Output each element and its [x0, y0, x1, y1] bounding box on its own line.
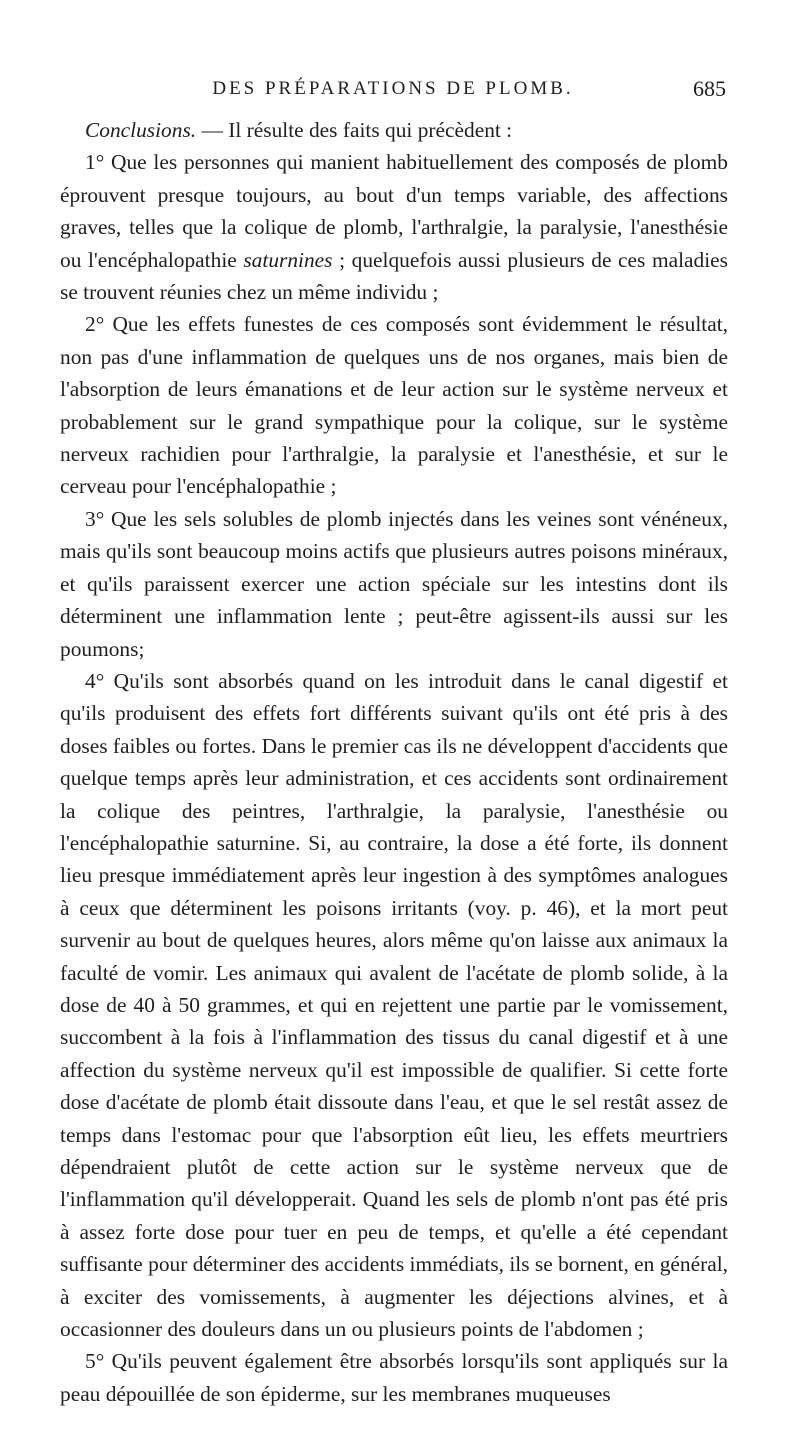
page-number: 685: [693, 76, 726, 101]
conclusion-item-5: 5° Qu'ils peuvent également être absorbés lorsqu'ils sont appliqués sur la peau dépouillée de son épiderme, sur les membranes muqueuses: [60, 1349, 728, 1406]
body-text: [60, 114, 728, 1410]
italic-term: saturnines: [243, 247, 333, 272]
conclusions-paragraph: [60, 114, 728, 146]
conclusion-item-3: 3° Que les sels solubles de plomb injectés dans les veines sont vénéneux, mais qu'ils sont beaucoup moins actifs que plusieurs autres poisons minéraux, et qu'ils paraissent exercer une action spéciale sur les intestins dont ils déterminent une inflammation lente ; peut-être agissent-ils aussi sur les poumons;: [60, 506, 728, 661]
conclusion-item-1: 1° Que les personnes qui manient habituellement des composés de plomb éprouvent presque toujours, au bout d'un temps variable, des affections graves, telles que la colique de plomb, l'arthralgie, la paralysie, l'anesthésie ou l'encéphalopathie saturnines ; quelquefois aussi plusieurs de ces maladies se trouvent réunies chez un même individu ;: [60, 150, 728, 305]
conclusion-item-4: 4° Qu'ils sont absorbés quand on les introduit dans le canal digestif et qu'ils produisent des effets fort différents suivant qu'ils ont été pris à des doses faibles ou fortes. Dans le premier cas ils ne développent d'accidents que quelque temps après leur administration, et ces accidents sont ordinairement la colique des peintres, l'arthralgie, la paralysie, l'anesthésie ou l'encéphalopathie saturnine. Si, au contraire, la dose a été forte, ils donnent lieu presque immédiatement après leur ingestion à des symptômes analogues à ceux que déterminent les poisons irritants (voy. p. 46), et la mort peut survenir au bout de quelques heures, alors même qu'on laisse aux animaux la faculté de vomir. Les animaux qui avalent de l'acétate de plomb solide, à la dose de 40 à 50 grammes, et qui en rejettent une partie par le vomissement, succombent à la fois à l'inflammation des tissus du canal digestif et à une affection du système nerveux qu'il est impossible de qualifier. Si cette forte dose d'acétate de plomb était dissoute dans l'eau, et que le sel restât assez de temps dans l'estomac pour que l'absorption eût lieu, les effets meurtriers dépendraient plutôt de cette action sur le système nerveux que de l'inflammation qu'il développerait. Quand les sels de plomb n'ont pas été pris à assez forte dose pour tuer en peu de temps, et qu'elle a été cependant suffisante pour déterminer des accidents immédiats, ils se bornent, en général, à exciter des vomissements, à augmenter les déjections alvines, et à occasionner des douleurs dans un ou plusieurs points de l'abdomen ;: [60, 668, 728, 1342]
running-title: DES PRÉPARATIONS DE PLOMB.: [212, 78, 574, 99]
conclusions-intro: — Il résulte des faits qui précèdent :: [196, 118, 513, 142]
conclusion-item-2: 2° Que les effets funestes de ces composés sont évidemment le résultat, non pas d'une inflammation de quelques uns de nos organes, mais bien de l'absorption de leurs émanations et de leur action sur le système nerveux et probablement sur le grand sympathique pour la colique, sur le système nerveux rachidien pour l'arthralgie, la paralysie et l'anesthésie, et sur le cerveau pour l'encéphalopathie ;: [60, 312, 728, 499]
page-header: [60, 76, 726, 106]
conclusions-label: Conclusions.: [85, 118, 197, 142]
